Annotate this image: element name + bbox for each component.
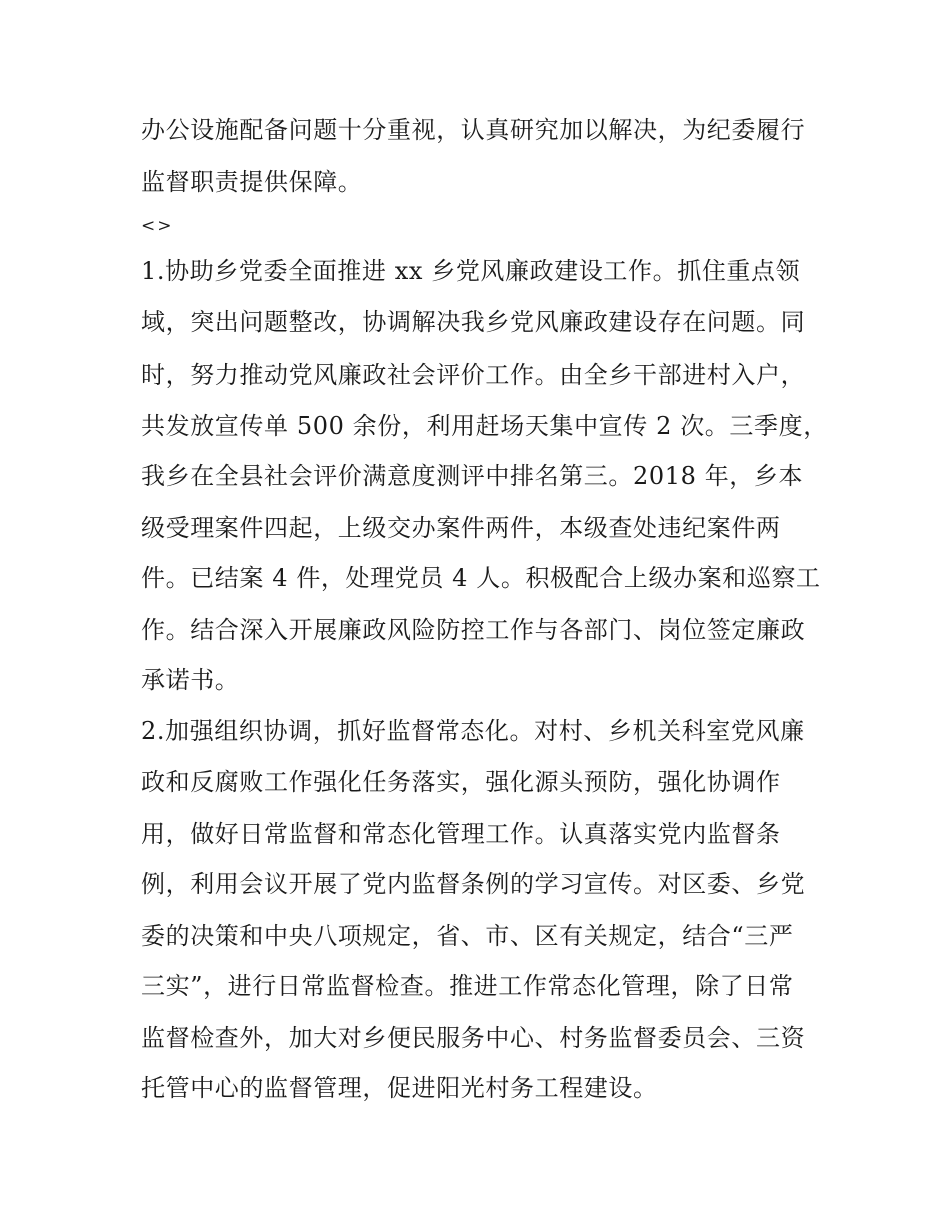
text-line: 托管中心的监督管理，促进阳光村务工程建设。 xyxy=(141,1074,658,1102)
paragraph-2-line: 2.加强组织协调，抓好监督常态化。对村、乡机关科室党风廉 xyxy=(141,717,805,745)
text-line: 作。结合深入开展廉政风险防控工作与各部门、岗位签定廉政 xyxy=(141,616,806,644)
text-line: 用，做好日常监督和常态化管理工作。认真落实党内监督条 xyxy=(141,820,781,848)
text-line: 三实”，进行日常监督检查。推进工作常态化管理，除了日常 xyxy=(141,972,794,1000)
text-line: 承诺书。 xyxy=(141,666,240,694)
text-line: 委的决策和中央八项规定，省、市、区有关规定，结合“三严 xyxy=(141,922,794,950)
text-line: 共发放宣传单 500 余份，利用赶场天集中宣传 2 次。三季度， xyxy=(141,412,828,440)
text-line: 监督职责提供保障。 xyxy=(141,168,363,196)
paragraph-1-line: 1.协助乡党委全面推进 xx 乡党风廉政建设工作。抓住重点领 xyxy=(141,257,801,285)
text-line: 例，利用会议开展了党内监督条例的学习宣传。对区委、乡党 xyxy=(141,870,806,898)
text-line: 时，努力推动党风廉政社会评价工作。由全乡干部进村入户， xyxy=(141,361,806,389)
text-line: 办公设施配备问题十分重视，认真研究加以解决，为纪委履行 xyxy=(141,116,806,144)
text-line: 件。已结案 4 件，处理党员 4 人。积极配合上级办案和巡察工 xyxy=(141,564,821,592)
text-line: 我乡在全县社会评价满意度测评中排名第三。2018 年，乡本 xyxy=(141,462,804,490)
text-line: 域，突出问题整改，协调解决我乡党风廉政建设存在问题。同 xyxy=(141,308,806,336)
text-line: 级受理案件四起，上级交办案件两件，本级查处违纪案件两 xyxy=(141,514,781,542)
text-line: <> xyxy=(141,216,174,236)
text-line: 监督检查外，加大对乡便民服务中心、村务监督委员会、三资 xyxy=(141,1024,806,1052)
text-line: 政和反腐败工作强化任务落实，强化源头预防，强化协调作 xyxy=(141,768,781,796)
